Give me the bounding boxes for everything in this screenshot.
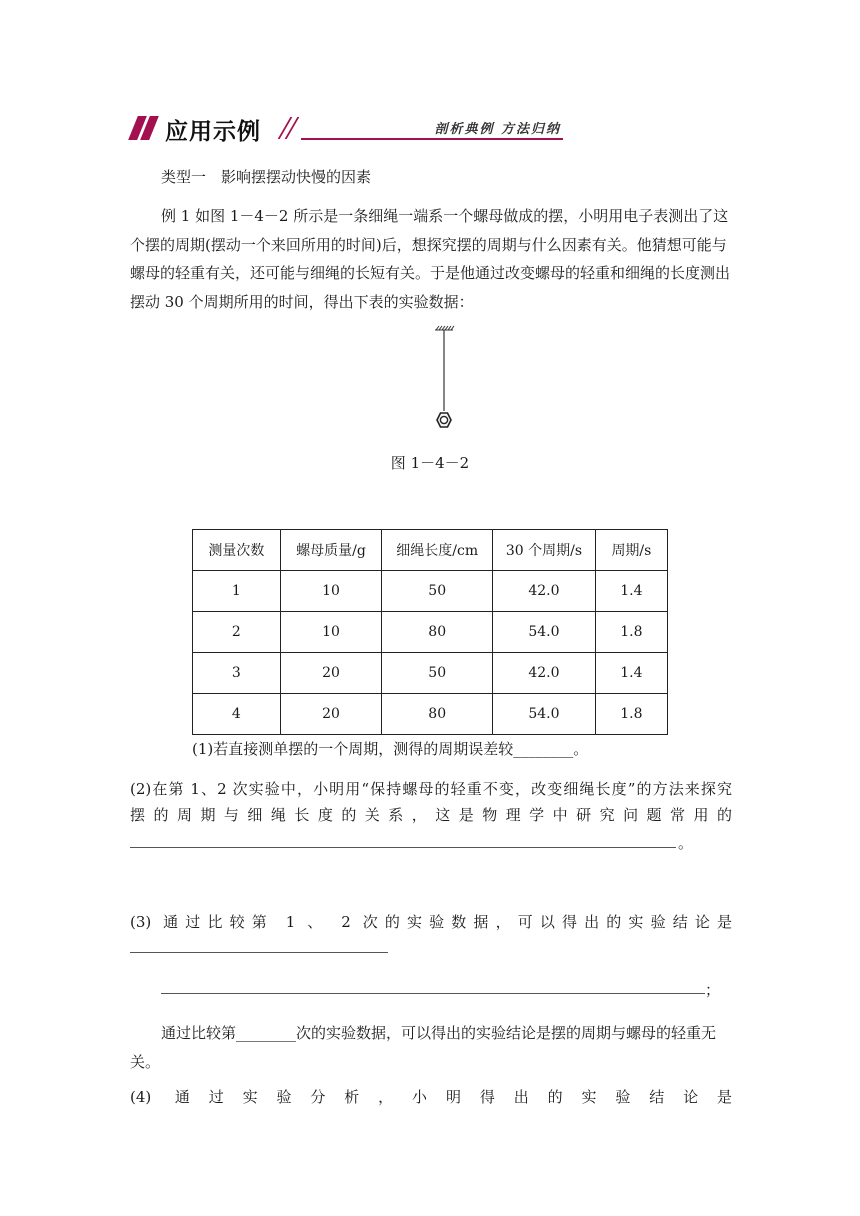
table-cell: 54.0 (493, 694, 596, 735)
table-cell: 50 (382, 653, 493, 694)
column-header: 细绳长度/cm (382, 530, 493, 571)
type-heading: 类型一 影响摆摆动快慢的因素 (161, 168, 372, 186)
question-2-end-punctuation: 。 (678, 834, 694, 852)
table-cell: 2 (193, 612, 281, 653)
table-cell: 10 (280, 571, 382, 612)
table-cell: 1.4 (595, 653, 667, 694)
section-banner (133, 112, 563, 144)
table-cell: 1.8 (595, 612, 667, 653)
question-3-part-2: 通过比较第________次的实验数据，可以得出的实验结论是摆的周期与螺母的轻重无关。 (130, 1024, 717, 1071)
question-4: (4) 通过实验分析，小明得出的实验结论是 (130, 1088, 732, 1106)
column-header: 周期/s (595, 530, 667, 571)
table-row (193, 612, 668, 653)
answer-blank-line (130, 952, 388, 953)
question-1: (1)若直接测单摆的一个周期，测得的周期误差较________。 (192, 740, 589, 758)
experiment-data-table (192, 529, 668, 735)
table-cell: 42.0 (493, 653, 596, 694)
table-cell: 80 (382, 694, 493, 735)
nut-bob (437, 413, 451, 427)
pendulum-figure (418, 322, 470, 438)
ceiling-mount (435, 326, 454, 330)
answer-blank-line (130, 847, 676, 848)
table-cell: 20 (280, 653, 382, 694)
table-cell: 50 (382, 571, 493, 612)
table-row (193, 571, 668, 612)
banner-underline (301, 138, 563, 140)
table-cell: 42.0 (493, 571, 596, 612)
table-cell: 20 (280, 694, 382, 735)
table-cell: 1.8 (595, 694, 667, 735)
column-header: 螺母质量/g (280, 530, 382, 571)
table-cell: 1 (193, 571, 281, 612)
banner-subtitle: 剖析典例 方法归纳 (434, 122, 561, 137)
column-header: 测量次数 (193, 530, 281, 571)
banner-divider-decoration (285, 117, 300, 139)
question-2-line-2: 摆的周期与细绳长度的关系，这是物理学中研究问题常用的 (130, 806, 732, 824)
question-2-line-1: (2)在第 1、2 次实验中，小明用“保持螺母的轻重不变，改变细绳长度”的方法来探究 (130, 780, 732, 798)
table-row (193, 694, 668, 735)
table-row (193, 653, 668, 694)
banner-title: 应用示例 (165, 119, 261, 145)
table-cell: 10 (280, 612, 382, 653)
table-cell: 1.4 (595, 571, 667, 612)
example-paragraph: 例 1 如图 1－4－2 所示是一条细绳一端系一个螺母做成的摆，小明用电子表测出了这个摆的周期(摆动一个来回所用的时间)后，想探究摆的周期与什么因素有关。他猜想可能与螺母的轻重有关，还可能与细绳的长短有关。于是他通过改变螺母的轻重和细绳的长度测出摆动 30 个周期所用的时间，得出下表的实验数据： (130, 207, 731, 311)
table-cell: 4 (193, 694, 281, 735)
question-3-line-1: (3) 通过比较第 1 、 2 次的实验数据，可以得出的实验结论是 (130, 913, 732, 931)
table-cell: 54.0 (493, 612, 596, 653)
column-header: 30 个周期/s (493, 530, 596, 571)
figure-caption: 图 1－4－2 (390, 454, 470, 472)
table-cell: 3 (193, 653, 281, 694)
table-header-row (193, 530, 668, 571)
table-cell: 80 (382, 612, 493, 653)
question-3-end-punctuation: ； (705, 981, 721, 999)
answer-blank-line (161, 993, 705, 994)
